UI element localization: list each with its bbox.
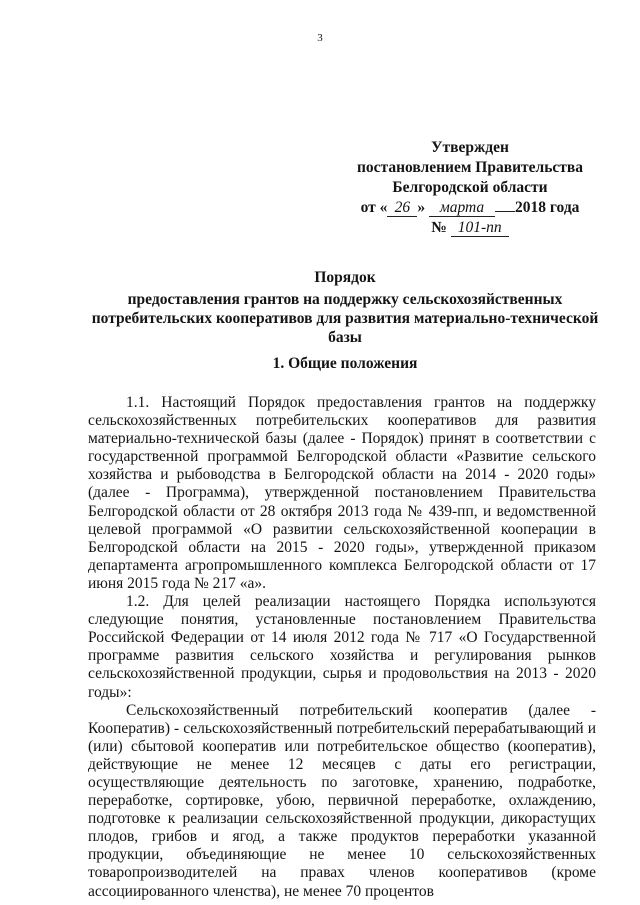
paragraph-1-2: 1.2. Для целей реализации настоящего Порядка используются следующие понятия, установленные постановлением Правительства Российской Федерации от 14 июля 2012 года № 717 «О Государственной программе развития сельского хозяйства и регулирования рынков сельскохозяйственной продукции, сырья и продовольствия на 2013 - 2020 годы»: (88, 593, 596, 701)
approval-line-resolution: постановлением Правительства (356, 159, 584, 176)
document-subtitle: предоставления грантов на поддержку сельскохозяйственных потребительских кооперативов для развития материально-технической базы (91, 291, 599, 346)
section-heading: 1. Общие положения (272, 355, 418, 372)
resolution-number-handwritten: 101-пп (451, 219, 509, 237)
paragraph-definition: Сельскохозяйственный потребительский кооператив (далее - Кооператив) - сельскохозяйственный потребительский перерабатывающий и (или) сбытовой кооператив или потребительское общество (кооператив), действующие не менее 12 месяцев с даты его регистрации, осуществляющие деятельность по заготовке, хранению, подработке, переработке, сортировке, убою, первичной переработке, охлаждению, подготовке к реализации сельскохозяйственной продукции, дикорастущих плодов, грибов и ягод, а также продуктов переработки указанной продукции, объединяющие не менее 10 сельскохозяйственных товаропроизводителей на правах членов кооперативов (кроме ассоциированного членства), не менее 70 процентов (88, 701, 596, 900)
section-body (88, 394, 596, 901)
number-prefix: № (431, 219, 447, 236)
date-year: 2018 года (515, 199, 580, 216)
paragraph-1-1: 1.1. Настоящий Порядок предоставления грантов на поддержку сельскохозяйственных потребительских кооперативов для развития материально-технической базы (далее - Порядок) принят в соответствии с государственной программой Белгородской области «Развитие сельского хозяйства и рыбоводства в Белгородской области на 2014 - 2020 годы» (далее - Программа), утвержденной постановлением Правительства Белгородской области от 28 октября 2013 года № 439-пп, и ведомственной целевой программой «О развитии сельскохозяйственной кооперации в Белгородской области на 2015 - 2020 годы», утвержденной приказом департамента агропромышленного комплекса Белгородской области от 17 июня 2015 года № 217 «а». (88, 394, 596, 592)
date-separator: » (417, 199, 426, 216)
date-month-handwritten: марта (429, 199, 495, 217)
document-title: Порядок (314, 269, 376, 286)
approval-number-line (340, 218, 600, 238)
date-year-blank (495, 211, 515, 212)
approval-line-approved: Утвержден (431, 139, 509, 156)
page-number: 3 (317, 32, 323, 44)
approval-date-line (340, 198, 600, 218)
approval-line-region: Белгородской области (392, 179, 548, 196)
date-prefix: от « (360, 199, 388, 216)
approval-stamp (340, 138, 600, 238)
date-day-handwritten: 26 (387, 199, 417, 217)
